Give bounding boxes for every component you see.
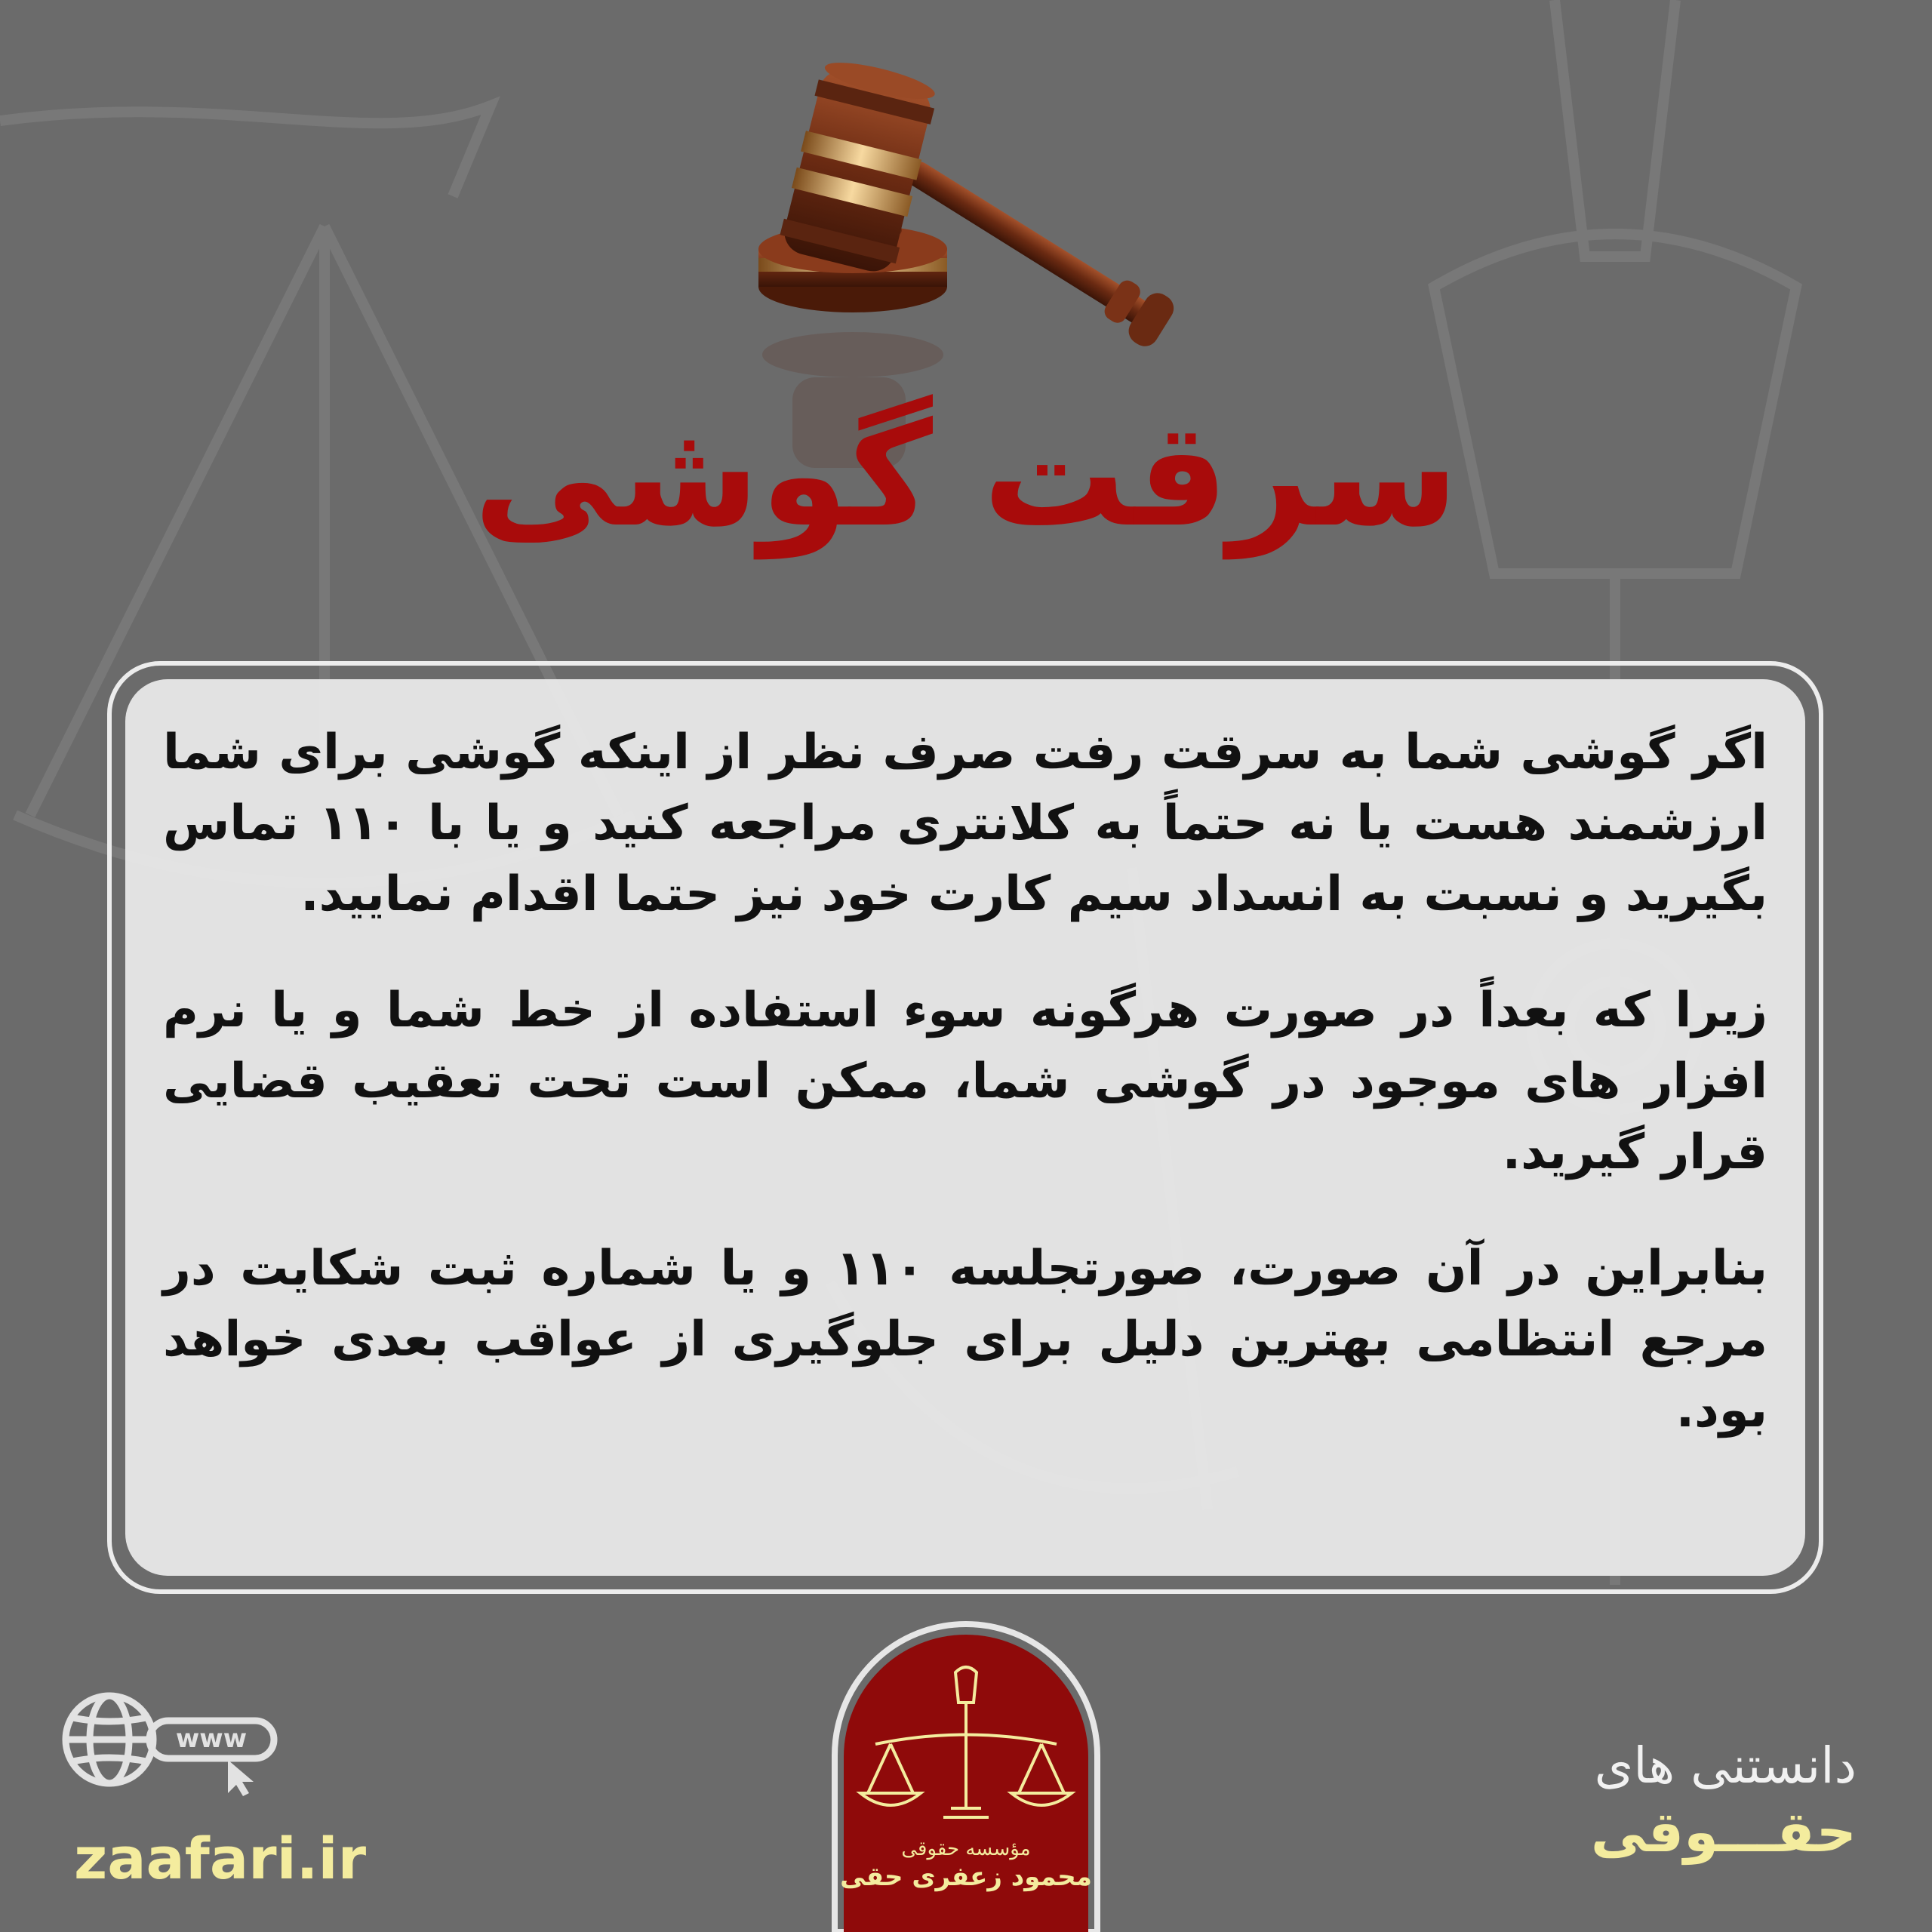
series-line2: حقـــوقی <box>1590 1800 1857 1865</box>
series-label <box>1464 1736 1857 1869</box>
page-title: سرقت گوشی <box>473 392 1459 558</box>
emblem-text-line1: مؤسسه حقوقی <box>901 1838 1031 1860</box>
emblem-text-line2: محمود زعفری حقی <box>840 1862 1092 1892</box>
www-label: www <box>175 1724 248 1754</box>
card-body <box>163 717 1767 1491</box>
paragraph-2: زیرا که بعداً در صورت هرگونه سوء استفاده از خط شما و یا نرم افزار های موجود در گوشی شما، ممکن است تحت تعقیب قضایی قرار گیرید. <box>163 983 1767 1180</box>
paragraph-1: اگر گوشی شما به سرقت رفت صرف نظر از اینکه گوشی برای شما ارزشمند هست یا نه حتماً به کلانتری مراجعه کنید و یا با ۱۱۰ تماس بگیرید و نسبت به انسداد سیم کارت خود نیز حتما اقدام نمایید. <box>163 724 1768 922</box>
series-line1: دانستنی های <box>1594 1737 1857 1795</box>
website-block <box>60 1690 377 1917</box>
paragraph-3: بنابراین در آن صورت، صورتجلسه ۱۱۰ و یا شماره ثبت شکایت در مرجع انتظامی بهترین دلیل برای جلوگیری از عواقب بعدی خواهد بود. <box>163 1241 1768 1438</box>
globe-icon <box>60 1690 287 1796</box>
website-link[interactable]: zaafari.ir <box>74 1825 367 1892</box>
text-card <box>125 679 1805 1576</box>
institute-emblem <box>830 1620 1102 1932</box>
cursor-icon <box>228 1760 254 1796</box>
